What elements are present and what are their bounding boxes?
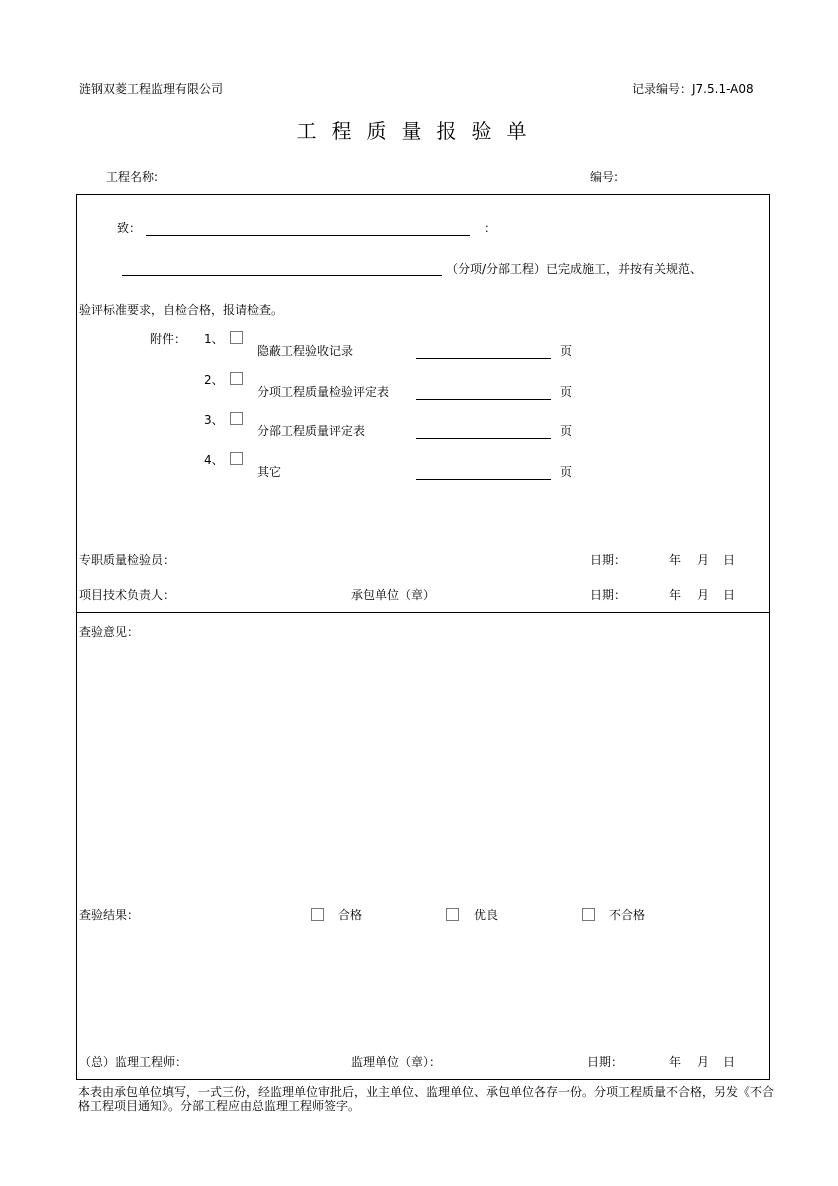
attachment-label: 隐蔽工程验收记录 (257, 344, 354, 358)
attachment-number: 3、 (204, 413, 224, 427)
to-label: 致： (117, 221, 142, 235)
attachment-pages-field-1[interactable] (416, 358, 551, 359)
attachment-label: 其它 (257, 465, 282, 479)
project-item-field[interactable] (122, 275, 442, 276)
attachment-number: 2、 (204, 373, 224, 387)
result-fail-label: 不合格 (609, 908, 646, 922)
engineer-label: （总）监理工程师： (79, 1055, 188, 1069)
attachment-label: 分项工程质量检验评定表 (257, 385, 390, 399)
result-pass-label: 合格 (338, 908, 363, 922)
date-year: 年 (669, 588, 682, 602)
result-pass-checkbox[interactable] (311, 908, 324, 921)
to-colon: ： (484, 221, 497, 235)
attachment-number: 4、 (204, 453, 224, 467)
project-name-label: 工程名称: (106, 170, 159, 184)
number-label: 编号: (590, 170, 619, 184)
date-month: 月 (697, 588, 710, 602)
form-frame (76, 194, 770, 1080)
result-excellent-checkbox[interactable] (446, 908, 459, 921)
date-label: 日期： (590, 588, 627, 602)
date-day: 日 (723, 588, 736, 602)
attachment-unit: 页 (560, 465, 573, 479)
attachment-pages-field-3[interactable] (416, 438, 551, 439)
result-excellent-label: 优良 (474, 908, 499, 922)
attachments-label: 附件： (150, 332, 187, 346)
contractor-seal-label: 承包单位（章） (351, 588, 436, 602)
section-divider (76, 612, 770, 613)
date-month: 月 (697, 1055, 710, 1069)
footnote: 本表由承包单位填写，一式三份，经监理单位审批后，业主单位、监理单位、承包单位各存一份。分项工程质量不合格，另发《不合格工程项目通知》。分部工程应由总监理工程师签字。 (78, 1085, 775, 1113)
inspector-label: 专职质量检验员： (79, 553, 176, 567)
to-recipient-field[interactable] (146, 235, 470, 236)
page-title: 工程质量报验单 (296, 119, 542, 143)
attachment-unit: 页 (560, 385, 573, 399)
attachment-label: 分部工程质量评定表 (257, 424, 366, 438)
date-day: 日 (723, 553, 736, 567)
attachment-pages-field-2[interactable] (416, 399, 551, 400)
attachment-unit: 页 (560, 424, 573, 438)
result-label: 查验结果： (79, 908, 140, 922)
date-year: 年 (669, 1055, 682, 1069)
record-number: 记录编号：J7.5.1-A08 (632, 82, 754, 96)
attachment-pages-field-4[interactable] (416, 479, 551, 480)
result-fail-checkbox[interactable] (582, 908, 595, 921)
date-label: 日期： (590, 553, 627, 567)
attachment-checkbox-3[interactable] (230, 412, 243, 425)
company-name: 涟钢双菱工程监理有限公司 (79, 82, 224, 96)
attachment-checkbox-4[interactable] (230, 452, 243, 465)
date-day: 日 (723, 1055, 736, 1069)
supervisor-seal-label: 监理单位（章）： (351, 1055, 442, 1069)
attachment-unit: 页 (560, 344, 573, 358)
opinion-label: 查验意见： (79, 625, 140, 639)
completion-text: （分项/分部工程）已完成施工，并按有关规范、 (446, 262, 703, 276)
date-label: 日期： (587, 1055, 624, 1069)
tech-lead-label: 项目技术负责人： (79, 588, 176, 602)
completion-text-2: 验评标准要求，自检合格，报请检查。 (79, 303, 284, 317)
date-year: 年 (669, 553, 682, 567)
attachment-checkbox-1[interactable] (230, 331, 243, 344)
attachment-checkbox-2[interactable] (230, 372, 243, 385)
attachment-number: 1、 (204, 332, 224, 346)
date-month: 月 (697, 553, 710, 567)
